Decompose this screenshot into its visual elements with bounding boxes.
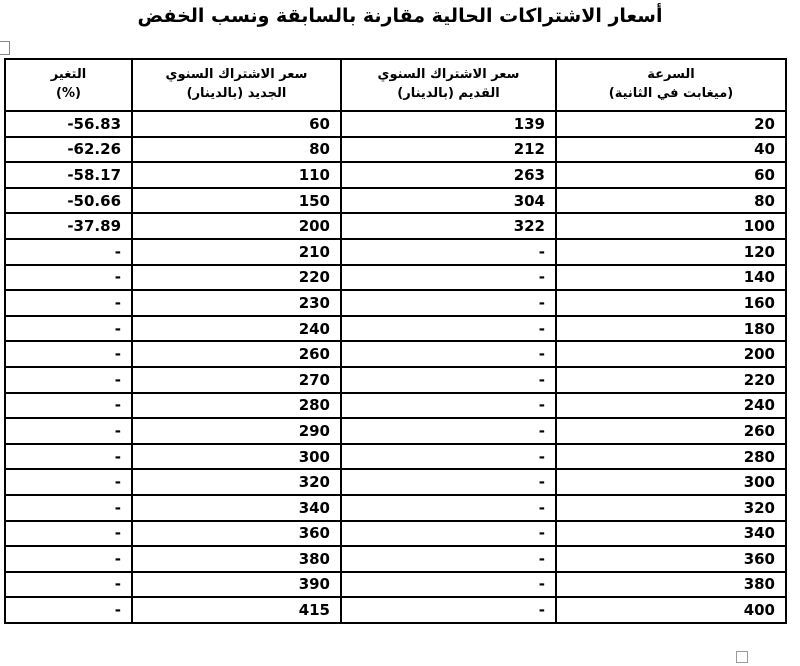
table-header-row — [5, 59, 786, 111]
table-row — [5, 188, 786, 214]
cell-change: -62.26 — [5, 137, 132, 163]
cell-new-price: 290 — [132, 418, 341, 444]
col-header-change — [5, 59, 132, 111]
col-header-new-price-line2: الجديد (بالدينار) — [186, 86, 287, 101]
table-row — [5, 521, 786, 547]
cell-old-price: - — [341, 316, 556, 342]
cell-new-price: 220 — [132, 265, 341, 291]
cell-speed: 220 — [556, 367, 786, 393]
cell-old-price: - — [341, 469, 556, 495]
cell-change: -56.83 — [5, 111, 132, 137]
col-header-old-price — [341, 59, 556, 111]
table-row — [5, 316, 786, 342]
cell-old-price: 263 — [341, 162, 556, 188]
cell-change: - — [5, 469, 132, 495]
table-row — [5, 393, 786, 419]
cell-speed: 160 — [556, 290, 786, 316]
cell-old-price: - — [341, 265, 556, 291]
cell-new-price: 340 — [132, 495, 341, 521]
table-body — [5, 111, 786, 623]
cell-speed: 380 — [556, 572, 786, 598]
cell-old-price: - — [341, 597, 556, 623]
table-row — [5, 367, 786, 393]
cell-new-price: 230 — [132, 290, 341, 316]
cell-speed: 20 — [556, 111, 786, 137]
cell-old-price: - — [341, 418, 556, 444]
table-row — [5, 162, 786, 188]
cell-speed: 180 — [556, 316, 786, 342]
table-row — [5, 469, 786, 495]
cell-speed: 300 — [556, 469, 786, 495]
cell-speed: 360 — [556, 546, 786, 572]
col-header-speed — [556, 59, 786, 111]
cell-speed: 320 — [556, 495, 786, 521]
cell-new-price: 270 — [132, 367, 341, 393]
cell-speed: 140 — [556, 265, 786, 291]
cell-old-price: - — [341, 393, 556, 419]
cell-old-price: - — [341, 239, 556, 265]
cell-change: -37.89 — [5, 213, 132, 239]
cell-change: - — [5, 572, 132, 598]
cell-new-price: 390 — [132, 572, 341, 598]
col-header-change-line2: (%) — [56, 86, 81, 101]
cell-new-price: 280 — [132, 393, 341, 419]
cell-old-price: - — [341, 367, 556, 393]
cell-speed: 260 — [556, 418, 786, 444]
table-row — [5, 265, 786, 291]
table-resize-handle[interactable] — [736, 651, 748, 663]
cell-change: - — [5, 265, 132, 291]
cell-old-price: - — [341, 572, 556, 598]
cell-speed: 120 — [556, 239, 786, 265]
col-header-new-price — [132, 59, 341, 111]
cell-new-price: 150 — [132, 188, 341, 214]
col-header-old-price-line2: القديم (بالدينار) — [397, 86, 500, 101]
cell-old-price: - — [341, 341, 556, 367]
col-header-speed-line2: (ميغابت في الثانية) — [608, 86, 734, 101]
cell-speed: 40 — [556, 137, 786, 163]
cell-old-price: - — [341, 495, 556, 521]
cell-new-price: 360 — [132, 521, 341, 547]
cell-change: - — [5, 316, 132, 342]
cell-change: - — [5, 521, 132, 547]
cell-old-price: - — [341, 444, 556, 470]
cell-speed: 280 — [556, 444, 786, 470]
col-header-change-line1: التغير — [50, 67, 87, 83]
table-row — [5, 137, 786, 163]
cell-new-price: 110 — [132, 162, 341, 188]
cell-new-price: 260 — [132, 341, 341, 367]
cell-old-price: - — [341, 521, 556, 547]
cell-speed: 240 — [556, 393, 786, 419]
page-title: أسعار الاشتراكات الحالية مقارنة بالسابقة ونسب الخفض — [137, 5, 663, 27]
cell-new-price: 200 — [132, 213, 341, 239]
col-header-old-price-line1: سعر الاشتراك السنوي — [377, 67, 520, 83]
cell-new-price: 80 — [132, 137, 341, 163]
cell-new-price: 60 — [132, 111, 341, 137]
cell-change: - — [5, 546, 132, 572]
cell-change: -58.17 — [5, 162, 132, 188]
table-row — [5, 239, 786, 265]
cell-change: - — [5, 393, 132, 419]
cell-old-price: 212 — [341, 137, 556, 163]
cell-new-price: 210 — [132, 239, 341, 265]
cell-old-price: - — [341, 546, 556, 572]
cell-change: - — [5, 597, 132, 623]
col-header-speed-line1: السرعة — [647, 67, 695, 83]
cell-change: - — [5, 495, 132, 521]
table-row — [5, 341, 786, 367]
table-select-handle[interactable] — [0, 41, 10, 55]
table-row — [5, 546, 786, 572]
cell-old-price: 322 — [341, 213, 556, 239]
cell-speed: 400 — [556, 597, 786, 623]
cell-speed: 200 — [556, 341, 786, 367]
table-row — [5, 290, 786, 316]
cell-speed: 80 — [556, 188, 786, 214]
cell-change: - — [5, 367, 132, 393]
cell-speed: 100 — [556, 213, 786, 239]
cell-change: - — [5, 290, 132, 316]
subscription-pricing-table — [4, 58, 787, 624]
table-row — [5, 213, 786, 239]
cell-new-price: 380 — [132, 546, 341, 572]
cell-old-price: 304 — [341, 188, 556, 214]
cell-change: - — [5, 341, 132, 367]
col-header-new-price-line1: سعر الاشتراك السنوي — [165, 67, 308, 83]
cell-new-price: 415 — [132, 597, 341, 623]
table-row — [5, 444, 786, 470]
cell-new-price: 240 — [132, 316, 341, 342]
cell-old-price: - — [341, 290, 556, 316]
cell-speed: 60 — [556, 162, 786, 188]
cell-change: - — [5, 444, 132, 470]
cell-change: -50.66 — [5, 188, 132, 214]
table-row — [5, 572, 786, 598]
cell-speed: 340 — [556, 521, 786, 547]
cell-old-price: 139 — [341, 111, 556, 137]
table-row — [5, 495, 786, 521]
cell-new-price: 300 — [132, 444, 341, 470]
cell-new-price: 320 — [132, 469, 341, 495]
table-row — [5, 597, 786, 623]
table-row — [5, 418, 786, 444]
cell-change: - — [5, 418, 132, 444]
table-row — [5, 111, 786, 137]
cell-change: - — [5, 239, 132, 265]
